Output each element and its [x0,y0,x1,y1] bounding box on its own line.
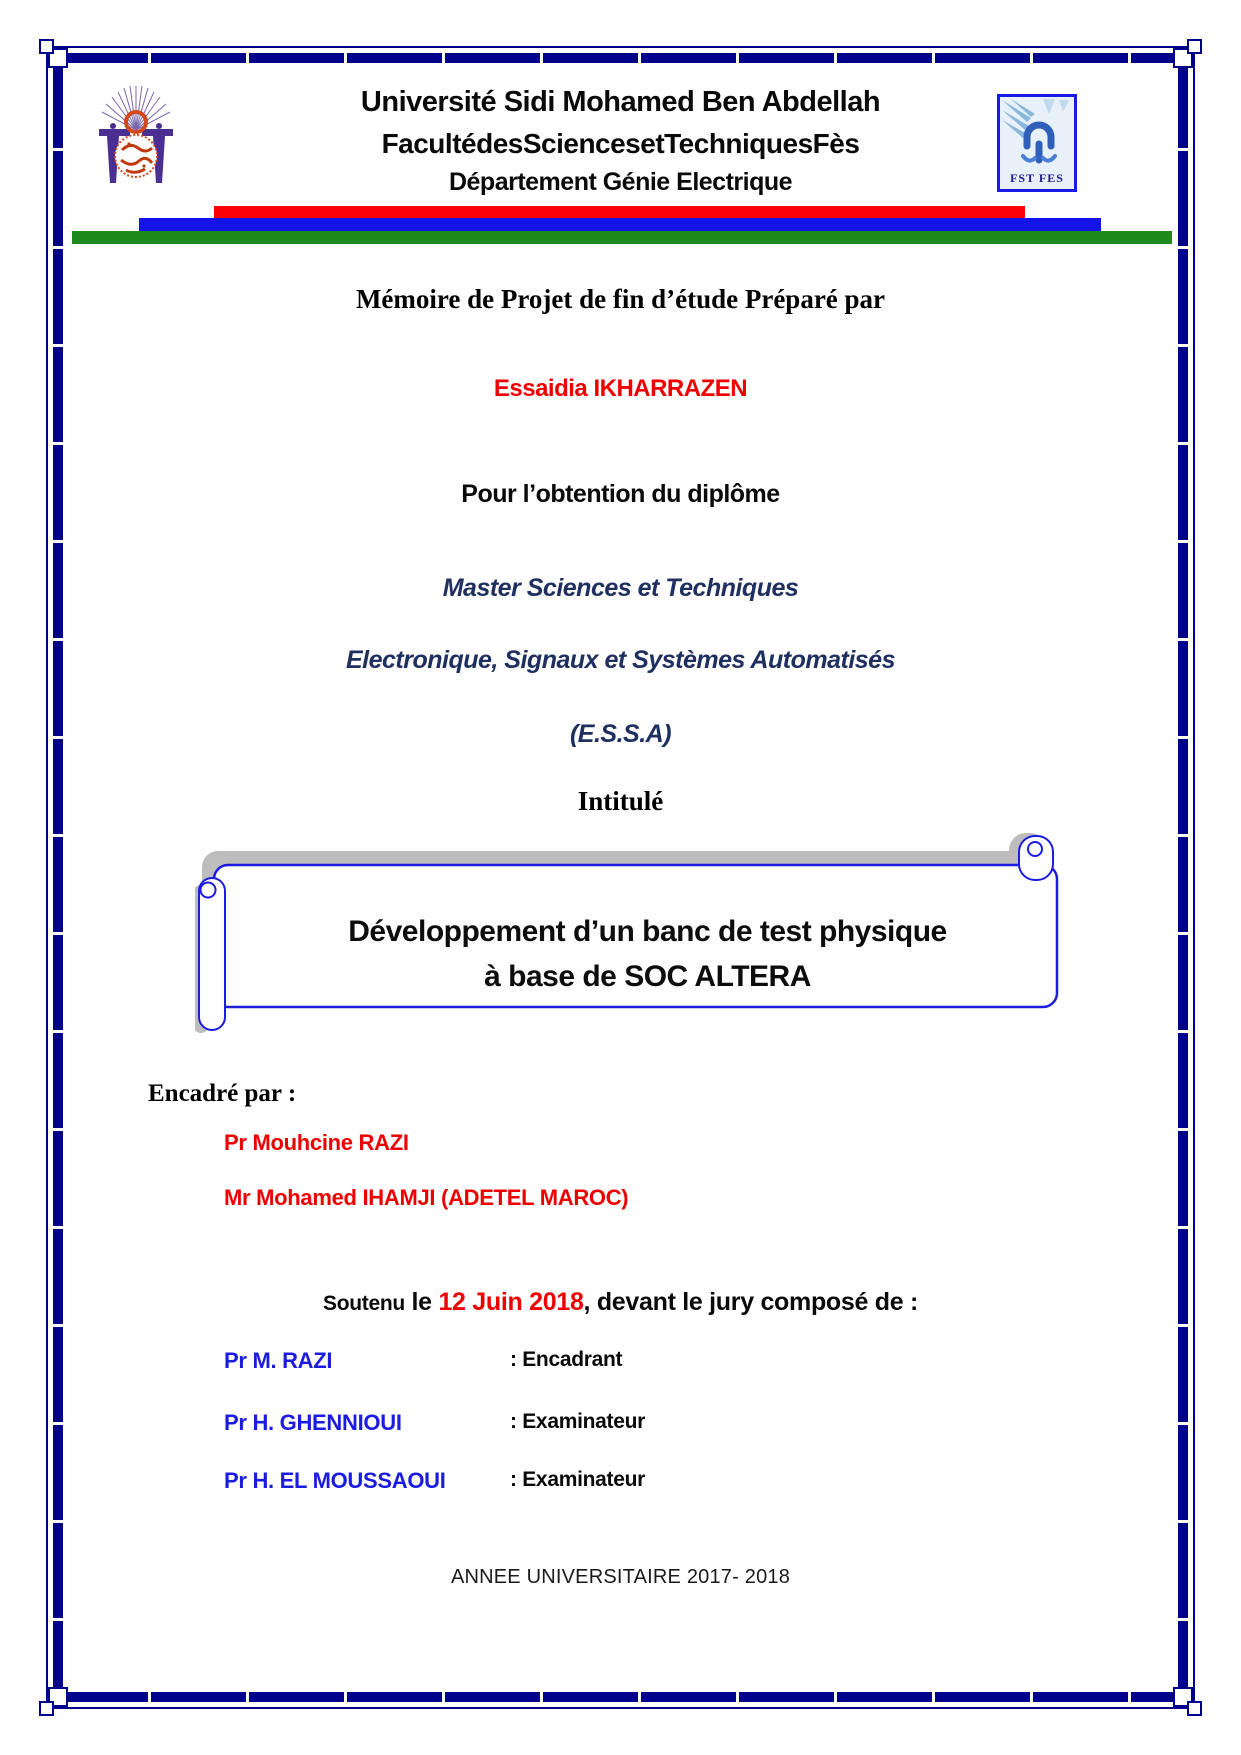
defense-le: le [404,1288,439,1316]
university-name: Université Sidi Mohamed Ben Abdellah [360,86,881,118]
master-program-abbr: (E.S.S.A) [569,720,672,748]
supervisor-2: Mr Mohamed IHAMJI (ADETEL MAROC) [224,1185,629,1210]
jury-member-name: Pr M. RAZI [224,1348,333,1373]
border-corner-square [1187,39,1202,54]
border-corner-square [39,1701,54,1716]
red-bar [214,206,1025,218]
thesis-title-line1: Développement d’un banc de test physique [348,915,947,948]
faculty-name: FacultédesSciencesetTechniquesFès [381,128,860,159]
fst-fes-caption: FST FES [1010,171,1064,185]
defense-suffix: , devant le jury composé de : [583,1288,918,1316]
jury-member-name: Pr H. GHENNIOUI [224,1410,402,1435]
jury-member-role: : Examinateur [510,1410,645,1433]
defense-line [0,1288,1241,1317]
jury-member-name: Pr H. EL MOUSSAOUI [224,1468,446,1493]
supervisor-1: Pr Mouhcine RAZI [224,1130,409,1155]
diploma-line: Pour l’obtention du diplôme [461,480,780,508]
border-corner-square [39,39,54,54]
intitule-label: Intitulé [577,786,664,816]
defense-prefix: Soutenu [323,1292,405,1315]
memoir-line: Mémoire de Projet de fin d’étude Préparé par [355,284,886,314]
thesis-title-line2: à base de SOC ALTERA [484,960,811,993]
jury-member-role: : Examinateur [510,1468,645,1491]
green-bar [72,231,1172,244]
master-program-line2: Electronique, Signaux et Systèmes Automatisés [346,646,895,674]
border-band-top [53,53,1188,63]
thesis-title [240,909,1055,999]
title-scroll-banner [195,833,1065,1043]
department-name: Département Génie Electrique [448,168,793,196]
jury-member-role: : Encadrant [510,1348,623,1371]
defense-date: 12 Juin 2018 [438,1288,584,1316]
border-band-bottom [53,1692,1188,1702]
academic-year: ANNEE UNIVERSITAIRE 2017- 2018 [450,1566,791,1588]
border-corner-square [1187,1701,1202,1716]
blue-bar [139,218,1101,231]
master-program-line1: Master Sciences et Techniques [442,574,799,602]
supervised-by-label: Encadré par : [148,1080,297,1107]
author-name: Essaidia IKHARRAZEN [493,375,748,402]
